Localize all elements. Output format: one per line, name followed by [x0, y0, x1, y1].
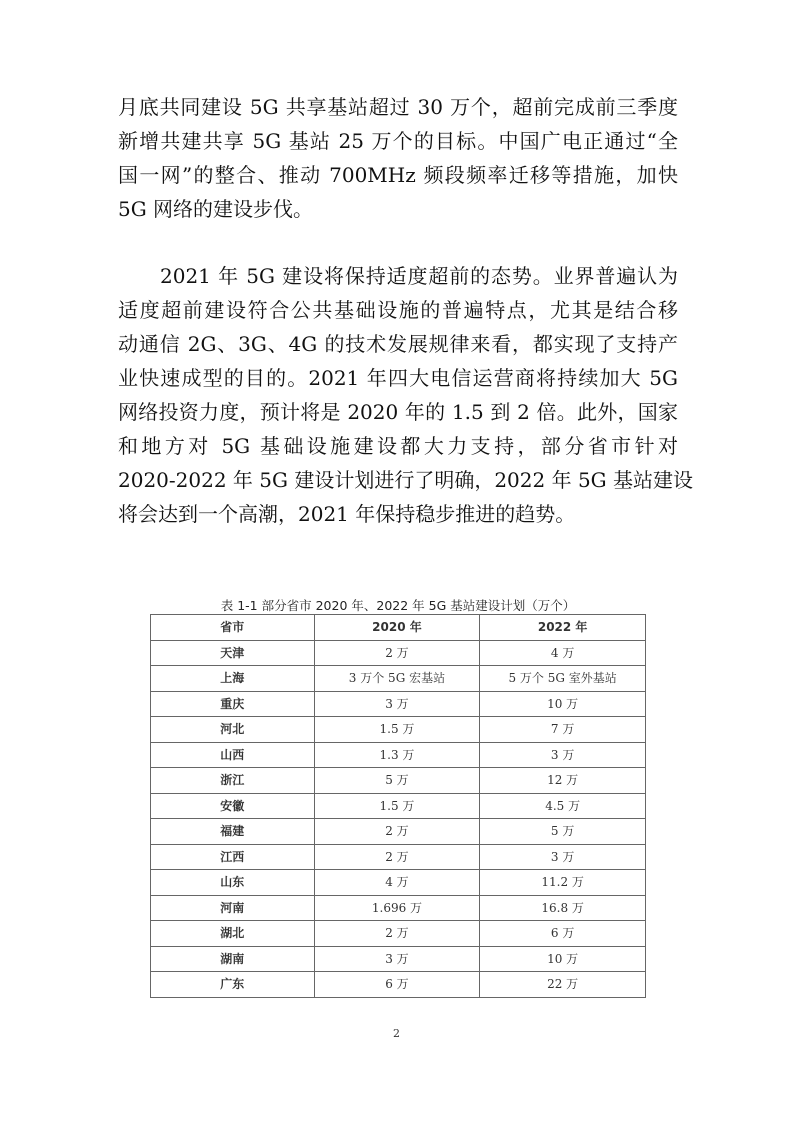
province-cell: 浙江 [151, 768, 315, 794]
column-header: 2022 年 [480, 615, 646, 641]
plan-2022-cell: 6 万 [480, 921, 646, 947]
paragraph-line: 将会达到一个高潮，2021 年保持稳步推进的趋势。 [118, 502, 576, 526]
table-row [151, 640, 646, 666]
paragraph-line: 新增共建共享 5G 基站 25 万个的目标。中国广电正通过“全 [118, 129, 678, 153]
plan-2020-cell: 1.3 万 [314, 742, 480, 768]
plan-2020-cell: 3 万个 5G 宏基站 [314, 666, 480, 692]
table-row [151, 895, 646, 921]
paragraph-line: 5G 网络的建设步伐。 [118, 197, 314, 221]
plan-2022-cell: 22 万 [480, 972, 646, 998]
table-row [151, 793, 646, 819]
table-row [151, 921, 646, 947]
column-header: 2020 年 [314, 615, 480, 641]
paragraph-2 [118, 259, 693, 531]
plan-2020-cell: 6 万 [314, 972, 480, 998]
plan-2022-cell: 10 万 [480, 946, 646, 972]
table-row [151, 870, 646, 896]
plan-2020-cell: 1.5 万 [314, 717, 480, 743]
plan-2020-cell: 1.696 万 [314, 895, 480, 921]
page-number: 2 [393, 1027, 400, 1040]
plan-2022-cell: 11.2 万 [480, 870, 646, 896]
province-cell: 河南 [151, 895, 315, 921]
plan-2022-cell: 4 万 [480, 640, 646, 666]
table-header-row [151, 615, 646, 641]
plan-2020-cell: 2 万 [314, 844, 480, 870]
table-row [151, 844, 646, 870]
column-header: 省市 [151, 615, 315, 641]
paragraph-line: 2021 年 5G 建设将保持适度超前的态势。业界普遍认为 [160, 264, 678, 288]
plan-2022-cell: 5 万 [480, 819, 646, 845]
plan-2022-cell: 3 万 [480, 844, 646, 870]
plan-2022-cell: 7 万 [480, 717, 646, 743]
plan-2020-cell: 2 万 [314, 921, 480, 947]
table-row [151, 666, 646, 692]
plan-2020-cell: 5 万 [314, 768, 480, 794]
paragraph-line: 月底共同建设 5G 共享基站超过 30 万个，超前完成前三季度 [118, 95, 678, 119]
plan-2022-cell: 5 万个 5G 室外基站 [480, 666, 646, 692]
plan-2022-cell: 16.8 万 [480, 895, 646, 921]
province-cell: 天津 [151, 640, 315, 666]
plan-2022-cell: 3 万 [480, 742, 646, 768]
paragraph-line: 适度超前建设符合公共基础设施的普遍特点，尤其是结合移 [118, 298, 678, 322]
table-row [151, 691, 646, 717]
province-cell: 湖南 [151, 946, 315, 972]
table-row [151, 742, 646, 768]
province-cell: 河北 [151, 717, 315, 743]
table-row [151, 717, 646, 743]
province-cell: 广东 [151, 972, 315, 998]
paragraph-line: 网络投资力度，预计将是 2020 年的 1.5 到 2 倍。此外，国家 [118, 400, 678, 424]
plan-2020-cell: 3 万 [314, 946, 480, 972]
plan-2020-cell: 3 万 [314, 691, 480, 717]
province-cell: 山东 [151, 870, 315, 896]
province-cell: 安徽 [151, 793, 315, 819]
paragraph-line: 2020-2022 年 5G 建设计划进行了明确，2022 年 5G 基站建设 [118, 468, 693, 492]
province-cell: 福建 [151, 819, 315, 845]
plan-2022-cell: 10 万 [480, 691, 646, 717]
paragraph-line: 国一网”的整合、推动 700MHz 频段频率迁移等措施，加快 [118, 163, 678, 187]
plan-2020-cell: 4 万 [314, 870, 480, 896]
paragraph-line: 业快速成型的目的。2021 年四大电信运营商将持续加大 5G [118, 366, 678, 390]
province-cell: 重庆 [151, 691, 315, 717]
plan-2020-cell: 2 万 [314, 819, 480, 845]
table-caption: 表 1-1 部分省市 2020 年、2022 年 5G 基站建设计划（万个） [220, 598, 576, 613]
table-row [151, 946, 646, 972]
paragraph-line: 动通信 2G、3G、4G 的技术发展规律来看，都实现了支持产 [118, 332, 678, 356]
paragraph-1 [118, 90, 678, 226]
province-cell: 山西 [151, 742, 315, 768]
plan-2020-cell: 2 万 [314, 640, 480, 666]
province-cell: 江西 [151, 844, 315, 870]
table-row [151, 972, 646, 998]
paragraph-line: 和地方对 5G 基础设施建设都大力支持，部分省市针对 [118, 434, 678, 458]
province-cell: 湖北 [151, 921, 315, 947]
plan-2020-cell: 1.5 万 [314, 793, 480, 819]
table-row [151, 768, 646, 794]
plan-2022-cell: 4.5 万 [480, 793, 646, 819]
table-row [151, 819, 646, 845]
base-station-plan-table [150, 614, 646, 998]
province-cell: 上海 [151, 666, 315, 692]
plan-2022-cell: 12 万 [480, 768, 646, 794]
